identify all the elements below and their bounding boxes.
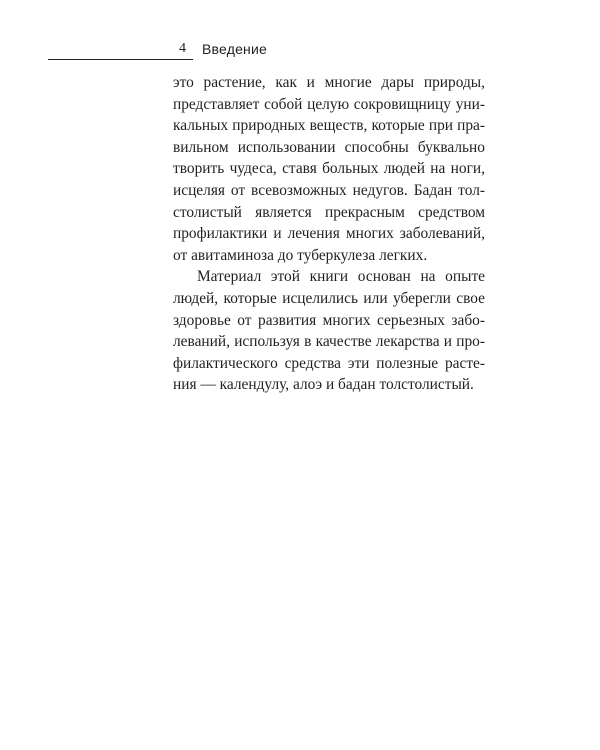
text-line: профилактики и лечения многих заболеваний, [173, 225, 485, 243]
text-line: здоровье от развития многих серьезных забо- [173, 311, 485, 329]
paragraph-2 [173, 266, 485, 396]
text-line: Материал этой книги основан на опыте [197, 268, 485, 286]
text-line: это растение, как и многие дары природы, [173, 74, 485, 91]
text-line: леваний, используя в качестве лекарства и про- [173, 333, 485, 351]
text-line: представляет собой целую сокровищницу уни- [173, 95, 485, 113]
body-text [173, 72, 485, 396]
text-line: кальных природных веществ, которые при пра- [173, 117, 485, 135]
paragraph-1 [173, 72, 485, 266]
section-title: Введение [202, 41, 267, 57]
text-line: столистый является прекрасным средством [173, 203, 485, 221]
text-line: вильном использовании способны буквально [173, 138, 485, 156]
text-line: филактического средства эти полезные расте- [173, 354, 485, 372]
text-line: от авитаминоза до туберкулеза легких. [173, 246, 428, 264]
header-rule [48, 59, 193, 60]
text-line: людей, которые исцелились или уберегли свое [173, 289, 485, 307]
text-line: ния — календулу, алоэ и бадан толстолистый. [173, 376, 474, 394]
running-header [48, 40, 498, 62]
text-line: исцеляя от всевозможных недугов. Бадан тол- [173, 181, 485, 199]
text-line: творить чудеса, ставя больных людей на ноги, [173, 160, 485, 178]
page-number: 4 [179, 41, 186, 56]
